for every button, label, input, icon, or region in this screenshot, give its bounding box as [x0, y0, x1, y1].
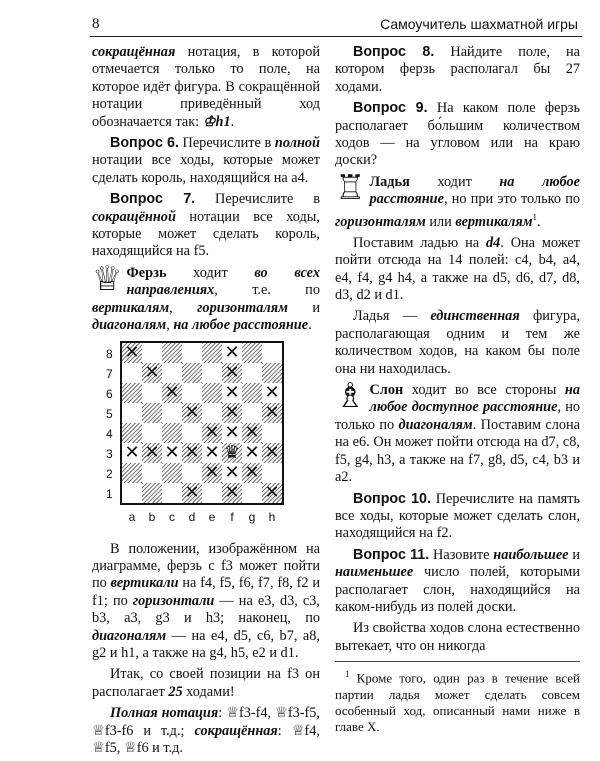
square-b8	[142, 343, 162, 363]
rook-rule: ♖ Ладья ходит на любое расстояние, но при это только по горизонталям или вертикалям$^1$.	[335, 169, 580, 230]
square-a6	[122, 383, 142, 403]
rank-label: 2	[106, 466, 113, 481]
move-mark-d3: ✕	[184, 441, 200, 463]
footnote: $^1$ Кроме того, один раз в течение всей партии ладья может сделать совсем особенный ход, описанный нами ниже в главе X.	[335, 661, 580, 734]
rook-icon: ♖	[335, 169, 366, 207]
queen-icon: ♕	[92, 260, 123, 298]
question-9: Вопрос 9. На каком поле ферзь располагает бо́льшим количеством ходов — на угловом или на краю доски?	[335, 100, 580, 169]
square-b6	[142, 383, 162, 403]
file-label: b	[148, 509, 156, 524]
question-8: Вопрос 8. Найдите поле, на котором ферзь располагал бы 27 ходами.	[335, 44, 580, 95]
move-mark-a3: ✕	[124, 441, 140, 463]
rank-label: 4	[106, 426, 113, 441]
header-rule	[90, 36, 582, 37]
move-mark-a8: ✕	[124, 341, 140, 363]
bishop-rule: ♗ Слон ходит во все стороны на любое доступное расстояние, но только по диагоналям. Поставим слона на e6. Он может пойти отсюда на d7, c8, f5, g4, h3, а также на f7, g8, d5, c4, b3 и a2.	[335, 378, 580, 486]
move-mark-h5: ✕	[264, 401, 280, 423]
square-c4	[162, 423, 182, 443]
move-mark-g4: ✕	[244, 421, 260, 443]
rank-label: 3	[106, 446, 113, 461]
square-b2	[142, 463, 162, 483]
rank-label: 8	[106, 346, 113, 361]
move-mark-h3: ✕	[264, 441, 280, 463]
square-g7	[242, 363, 262, 383]
move-mark-h6: ✕	[264, 381, 280, 403]
square-h7	[262, 363, 282, 383]
queen-piece: ♛	[223, 441, 241, 463]
move-mark-c6: ✕	[164, 381, 180, 403]
square-a2	[122, 463, 142, 483]
move-mark-b3: ✕	[144, 441, 160, 463]
square-h2	[262, 463, 282, 483]
move-mark-g3: ✕	[244, 441, 260, 463]
file-label: e	[208, 509, 216, 524]
summary-paragraph: Итак, со своей позиции на f3 он располагает 25 ходами!	[92, 666, 320, 700]
right-column	[335, 44, 580, 739]
square-a1	[122, 483, 142, 503]
move-mark-e3: ✕	[204, 441, 220, 463]
paragraph-notation: сокращённая нотация, в которой отмечается только то поле, на которое идёт фигура. В сокращённой нотации приведённый ход обозначается так: ♔h1.	[92, 44, 320, 130]
square-b1	[142, 483, 162, 503]
running-title: Самоучитель шахматной игры	[380, 16, 578, 32]
move-mark-g2: ✕	[244, 461, 260, 483]
file-label: a	[128, 509, 136, 524]
left-column	[92, 44, 320, 761]
square-c1	[162, 483, 182, 503]
rank-label: 6	[106, 386, 113, 401]
bishop-property: Из свойства ходов слона естественно вытекает, что он никогда	[335, 620, 580, 654]
move-mark-h1: ✕	[264, 481, 280, 503]
square-c7	[162, 363, 182, 383]
rank-label: 5	[106, 406, 113, 421]
square-g8	[242, 343, 262, 363]
move-mark-f1: ✕	[224, 481, 240, 503]
square-d6	[182, 383, 202, 403]
move-mark-b7: ✕	[144, 361, 160, 383]
square-b5	[142, 403, 162, 423]
move-mark-d5: ✕	[184, 401, 200, 423]
move-mark-f8: ✕	[224, 341, 240, 363]
move-mark-f7: ✕	[224, 361, 240, 383]
rook-unique: Ладья — единственная фигура, располагающая одним и тем же количеством ходов, на каком бы поле она ни находилась.	[335, 308, 580, 377]
square-d2	[182, 463, 202, 483]
queen-rule: ♕ Ферзь ходит во всех направлениях, т.е. по вертикалям, горизонталям и диагоналям, на любое расстояние.	[92, 260, 320, 334]
question-10: Вопрос 10. Перечислите на память все ходы, которые может сделать слон, находящийся на f2.	[335, 490, 580, 542]
square-e6	[202, 383, 222, 403]
page-header	[0, 0, 600, 40]
file-label: h	[268, 509, 276, 524]
move-mark-f6: ✕	[224, 381, 240, 403]
chess-board	[120, 341, 284, 505]
square-c5	[162, 403, 182, 423]
square-h8	[262, 343, 282, 363]
square-a5	[122, 403, 142, 423]
notation-example: Полная нотация: ♕f3-f4, ♕f3-f5, ♕f3-f6 и т.д.; сокращённая: ♕f4, ♕f5, ♕f6 и т.д.	[92, 705, 320, 756]
square-g6	[242, 383, 262, 403]
rank-label: 7	[106, 366, 113, 381]
square-h4	[262, 423, 282, 443]
square-g1	[242, 483, 262, 503]
square-a4	[122, 423, 142, 443]
move-mark-f5: ✕	[224, 401, 240, 423]
square-e1	[202, 483, 222, 503]
diagram-explanation: В положении, изображённом на диаграмме, ферзь с f3 может пойти по вертикали на f4, f5, f6, f7, f8, f2 и f1; по горизонтали — на e3, d3, c3, b3, a3, g3 и h3; наконец, по диагоналям — на e4, d5, c6, b7, a8, g2 и h1, а также на g4, h5, e2 и d1.	[92, 540, 321, 661]
page-number: 8	[92, 16, 100, 32]
chess-diagram	[92, 341, 320, 531]
square-e7	[202, 363, 222, 383]
file-label: d	[188, 509, 196, 524]
rank-label: 1	[106, 486, 113, 501]
bishop-icon: ♗	[335, 378, 366, 416]
move-mark-c3: ✕	[164, 441, 180, 463]
move-mark-f2: ✕	[224, 461, 240, 483]
square-g5	[242, 403, 262, 423]
square-b4	[142, 423, 162, 443]
square-e5	[202, 403, 222, 423]
move-mark-d1: ✕	[184, 481, 200, 503]
square-c8	[162, 343, 182, 363]
square-d7	[182, 363, 202, 383]
square-e8	[202, 343, 222, 363]
square-d4	[182, 423, 202, 443]
file-label: f	[230, 509, 234, 524]
question-7: Вопрос 7. Перечислите в сокращённой нотации все ходы, которые может сделать король, находящийся на f5.	[92, 191, 320, 260]
file-label: g	[248, 509, 256, 524]
square-d8	[182, 343, 202, 363]
square-c2	[162, 463, 182, 483]
move-mark-e2: ✕	[204, 461, 220, 483]
square-a7	[122, 363, 142, 383]
move-mark-f4: ✕	[224, 421, 240, 443]
question-6: Вопрос 6. Перечислите в полной нотации все ходы, которые может сделать король, находящийся на a4.	[92, 135, 320, 186]
file-label: c	[169, 509, 175, 524]
question-11: Вопрос 11. Назовите наибольшее и наименьшее число полей, которыми располагает слон, находящийся на каком-нибудь из полей доски.	[335, 546, 580, 615]
rook-example: Поставим ладью на d4. Она может пойти отсюда на 14 полей: c4, b4, a4, e4, f4, g4 h4, а также на d5, d6, d7, d8, d3, d2 и d1.	[335, 234, 580, 304]
move-mark-e4: ✕	[204, 421, 220, 443]
